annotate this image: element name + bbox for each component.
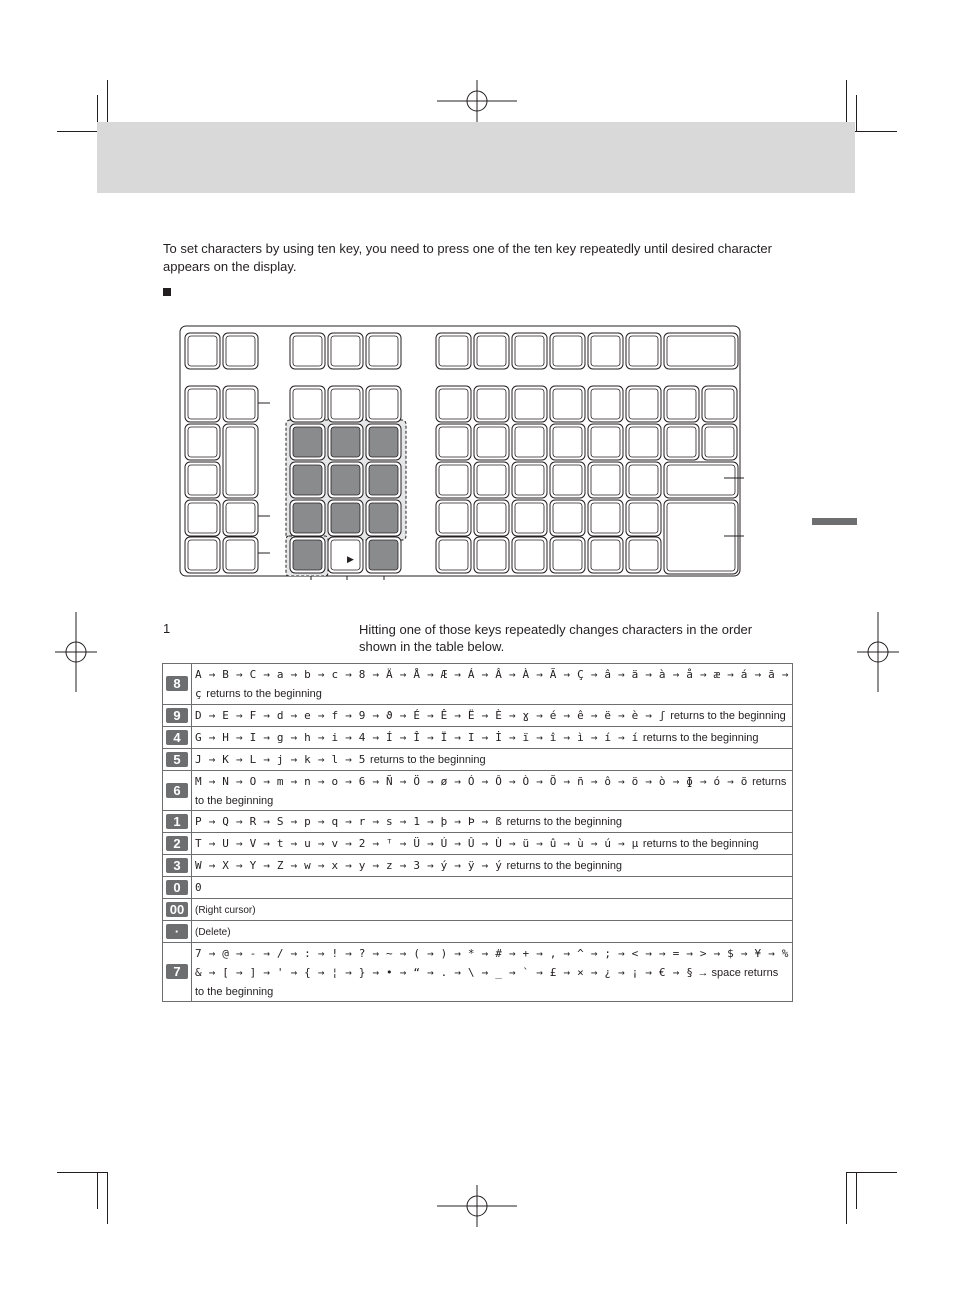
key-cap — [331, 389, 360, 419]
key-cap — [188, 389, 217, 419]
key-cap — [188, 503, 217, 533]
key-label: 9 — [166, 708, 188, 723]
key-cap — [439, 540, 468, 570]
character-sequence: J → K → L → j → k → l → 5 — [195, 753, 366, 766]
key-cap — [439, 427, 468, 457]
key-label: 6 — [166, 783, 188, 798]
key-cap — [369, 336, 398, 366]
key-cap — [188, 336, 217, 366]
table-row — [163, 877, 793, 899]
sequence-note: returns to the beginning — [670, 710, 786, 722]
table-row — [163, 855, 793, 877]
sequence-note: (Delete) — [195, 927, 231, 938]
sequence-cell — [192, 833, 793, 855]
table-row — [163, 943, 793, 1002]
registration-mark-right — [857, 612, 899, 692]
key-cap — [369, 465, 398, 495]
registration-mark-bottom — [437, 1185, 517, 1227]
key-cap — [667, 389, 696, 419]
key-cap — [629, 427, 658, 457]
character-sequence: 0 — [195, 881, 202, 894]
sequence-note: returns to the beginning — [195, 776, 787, 807]
sequence-note: (Right cursor) — [195, 905, 256, 916]
key-cell — [163, 833, 192, 855]
key-cap — [591, 503, 620, 533]
note-number: 1 — [163, 621, 171, 636]
key-cell — [163, 749, 192, 771]
sequence-note: returns to the beginning — [370, 754, 486, 766]
key-cell — [163, 664, 192, 705]
key-cell — [163, 727, 192, 749]
sequence-cell — [192, 877, 793, 899]
key-cap — [293, 427, 322, 457]
key-label: 3 — [166, 858, 188, 873]
table-row — [163, 833, 793, 855]
key-cap — [667, 336, 735, 366]
sequence-note: returns to the beginning — [206, 688, 322, 700]
key-cap — [331, 336, 360, 366]
sequence-cell — [192, 727, 793, 749]
key-label: 7 — [166, 964, 188, 979]
key-cap — [629, 336, 658, 366]
key-cap — [553, 503, 582, 533]
key-cap — [188, 427, 217, 457]
key-cap — [293, 465, 322, 495]
sequence-cell — [192, 749, 793, 771]
key-cell — [163, 899, 192, 921]
key-cap — [369, 427, 398, 457]
key-cap — [591, 540, 620, 570]
character-sequence: P → Q → R → S → p → q → r → s → 1 → þ → Þ → ß — [195, 815, 503, 828]
key-cap — [439, 336, 468, 366]
key-label: 5 — [166, 752, 188, 767]
key-cap — [293, 540, 322, 570]
sequence-cell — [192, 811, 793, 833]
key-cap — [705, 389, 734, 419]
character-sequence: T → U → V → t → u → v → 2 → ᵀ → Ü → Ú → Û → Ù → ü → û → ù → ú → μ — [195, 837, 639, 850]
registration-mark-left — [55, 612, 97, 692]
character-sequence: G → H → I → g → h → i → 4 → Í → Î → Ï → Ι → İ → ï → î → ì → í → í — [195, 731, 639, 744]
key-cap — [591, 389, 620, 419]
table-row — [163, 727, 793, 749]
sequence-cell — [192, 943, 796, 1002]
key-label: · — [166, 924, 188, 939]
bullet-square — [163, 288, 171, 296]
key-cap — [629, 389, 658, 419]
key-cap — [515, 336, 544, 366]
key-cap — [667, 427, 696, 457]
character-sequence: A → B → C → a → b → c → 8 → Ä → Å → Æ → Á → Â → À → Ã → Ç → â → ä → à → å → æ → á → ã → ç — [195, 668, 796, 700]
table-row — [163, 921, 793, 943]
key-label: 8 — [166, 676, 188, 691]
character-sequence: M → N → O → m → n → o → 6 → Ñ → Ö → ø → Ó → Ô → Ò → Õ → ñ → ô → ö → ò → ɸ → ó → õ — [195, 775, 748, 788]
key-label: 4 — [166, 730, 188, 745]
key-cell — [163, 771, 192, 811]
registration-mark-top — [437, 80, 517, 122]
sequence-note: returns to the beginning — [506, 860, 623, 872]
key-cap — [553, 427, 582, 457]
key-cap — [553, 389, 582, 419]
sequence-cell — [192, 705, 793, 727]
key-cap — [369, 389, 398, 419]
intro-text: To set characters by using ten key, you need to press one of the ten key repeatedly until desired character appears on the display. — [163, 241, 772, 274]
sequence-cell — [192, 899, 793, 921]
sequence-cell — [192, 921, 793, 943]
key-cap — [293, 503, 322, 533]
table-row — [163, 811, 793, 833]
key-cap — [293, 336, 322, 366]
key-cap — [439, 465, 468, 495]
character-sequence: 7 → @ → - → / → : → ! → ? → ~ → ( → ) → * → # → + → , → ^ → ; → < → → = → > → $ → ¥ → % & → [ → ] → ' → { → ¦ → } → • → “ → . → \ → _ → ` → £ → × → ¿ → ¡ → € → § — [195, 947, 796, 979]
key-cap — [293, 389, 322, 419]
key-cell — [163, 943, 192, 1002]
key-cap — [477, 465, 506, 495]
key-cap — [515, 465, 544, 495]
character-sequence: W → X → Y → Z → w → x → y → z → 3 → ý → ÿ → ý — [195, 859, 503, 872]
sequence-cell — [192, 771, 793, 811]
key-cap — [226, 336, 255, 366]
key-cell — [163, 811, 192, 833]
key-cap — [331, 465, 360, 495]
key-cap — [369, 540, 398, 570]
sequence-note: → space returns to the beginning — [195, 967, 779, 998]
sequence-cell — [192, 855, 793, 877]
side-tab — [812, 518, 857, 525]
key-cap — [477, 389, 506, 419]
key-label: 1 — [166, 814, 188, 829]
note-text: Hitting one of those keys repeatedly changes characters in the order shown in the table below. — [359, 622, 753, 654]
key-cap — [629, 540, 658, 570]
key-cap — [553, 540, 582, 570]
key-cap — [477, 540, 506, 570]
header-band — [97, 122, 855, 193]
key-cap — [705, 427, 734, 457]
key-cap — [226, 389, 255, 419]
table-row — [163, 899, 793, 921]
key-cap — [439, 389, 468, 419]
key-cap — [188, 540, 217, 570]
key-cap — [226, 503, 255, 533]
key-cap — [515, 427, 544, 457]
key-cap — [515, 540, 544, 570]
key-cap — [629, 465, 658, 495]
character-table — [162, 663, 796, 1002]
play-icon: ▶ — [347, 555, 354, 565]
sequence-note: returns to the beginning — [642, 838, 759, 850]
key-cap — [477, 336, 506, 366]
key-cap — [591, 336, 620, 366]
character-sequence: D → E → F → d → e → f → 9 → ϑ → É → Ê → Ë → È → ɣ → é → ê → ë → è → ʃ — [195, 709, 666, 722]
key-cap — [667, 465, 735, 495]
key-cap — [439, 503, 468, 533]
key-cap — [515, 389, 544, 419]
key-cap — [226, 540, 255, 570]
key-cap — [591, 427, 620, 457]
key-cell — [163, 855, 192, 877]
key-cap — [477, 503, 506, 533]
sequence-note: returns to the beginning — [642, 732, 759, 744]
table-row — [163, 664, 793, 705]
key-cap — [226, 427, 255, 495]
key-cap — [591, 465, 620, 495]
key-cap — [667, 503, 735, 571]
table-row — [163, 771, 793, 811]
sequence-cell — [192, 664, 796, 705]
keyboard-diagram — [178, 324, 744, 580]
key-label: 2 — [166, 836, 188, 851]
key-cap — [331, 427, 360, 457]
key-cell — [163, 877, 192, 899]
table-row — [163, 705, 793, 727]
key-cell — [163, 921, 192, 943]
key-cap — [515, 503, 544, 533]
key-cell — [163, 705, 192, 727]
key-cap — [331, 540, 360, 570]
key-cap — [369, 503, 398, 533]
key-cap — [553, 465, 582, 495]
key-cap — [331, 503, 360, 533]
key-cap — [553, 336, 582, 366]
key-label: 0 — [166, 880, 188, 895]
table-row — [163, 749, 793, 771]
key-cap — [188, 465, 217, 495]
key-label: 00 — [166, 902, 188, 917]
sequence-note: returns to the beginning — [506, 816, 623, 828]
key-cap — [629, 503, 658, 533]
key-cap — [477, 427, 506, 457]
